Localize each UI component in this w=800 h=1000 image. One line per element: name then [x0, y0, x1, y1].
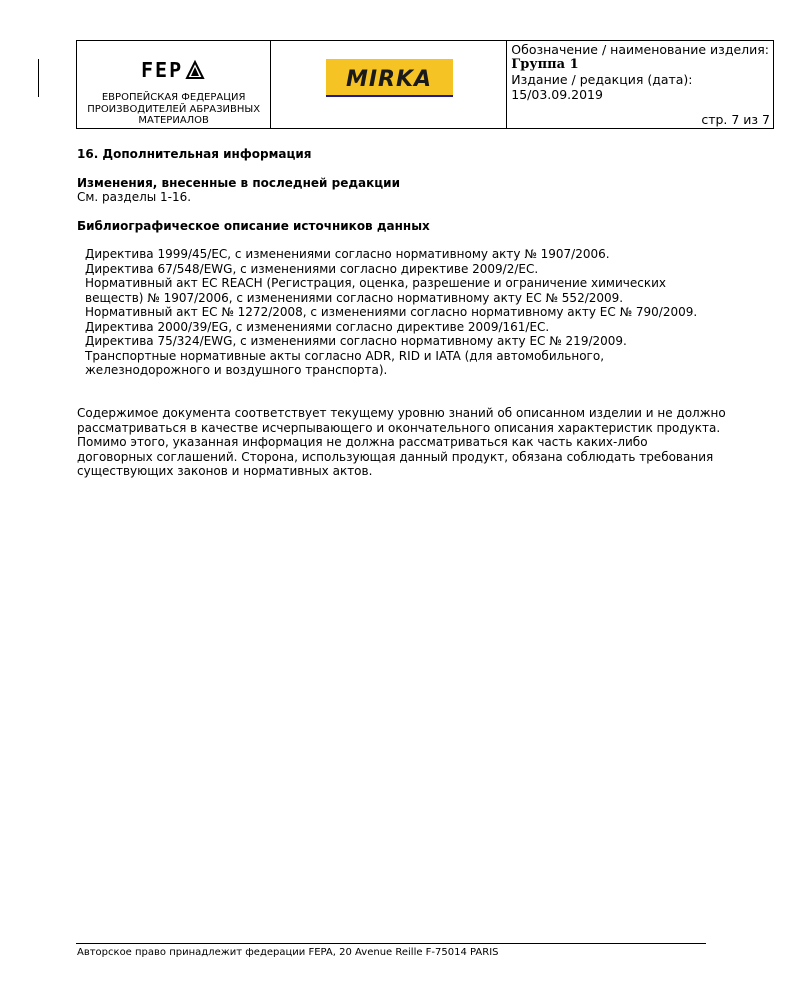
copyright-footer: Авторское право принадлежит федерации FEPA, 20 Avenue Reille F-75014 PARIS — [77, 947, 499, 958]
mirka-cell — [271, 41, 507, 128]
mirka-logo — [326, 59, 453, 97]
product-info-cell — [507, 41, 773, 128]
bibliography-heading: Библиографическое описание источников данных — [77, 219, 430, 233]
fepa-cell — [77, 41, 271, 128]
fepa-caption-line: МАТЕРИАЛОВ — [138, 115, 209, 126]
changes-heading: Изменения, внесенные в последней редакции — [77, 176, 400, 190]
section-title: 16. Дополнительная информация — [77, 147, 312, 161]
disclaimer-line: Помимо этого, указанная информация не должна рассматриваться как часть каких-либо — [77, 435, 648, 449]
margin-change-bar — [38, 59, 39, 97]
bibliography-line: веществ) № 1907/2006, с изменениями согласно нормативному акту EC № 552/2009. — [85, 290, 624, 305]
svg-text:FEP: FEP — [141, 59, 184, 81]
designation-value: Группа 1 — [511, 57, 579, 72]
designation-label: Обозначение / наименование изделия: — [511, 42, 769, 57]
disclaimer-line: существующих законов и нормативных актов. — [77, 464, 373, 478]
document-header — [76, 40, 774, 129]
bibliography-line: Директива 67/548/EWG, с изменениями согласно директиве 2009/2/EC. — [85, 261, 539, 276]
edition-value: 15/03.09.2019 — [511, 87, 603, 102]
bibliography-line: железнодорожного и воздушного транспорта). — [85, 363, 388, 377]
bibliography-line: Директива 1999/45/EC, с изменениями согласно нормативному акту № 1907/2006. — [85, 247, 610, 261]
bibliography-list — [85, 247, 725, 378]
disclaimer-line: рассматриваться в качестве исчерпывающего и окончательного описания характеристик продукта. — [77, 420, 721, 435]
fepa-caption-line: ПРОИЗВОДИТЕЛЕЙ АБРАЗИВНЫХ — [87, 103, 261, 115]
bibliography-line: Директива 2000/39/EG, с изменениями согласно директиве 2009/161/EC. — [85, 319, 550, 334]
fepa-logo — [141, 59, 211, 81]
changes-text: См. разделы 1-16. — [77, 190, 192, 204]
bibliography-line: Директива 75/324/EWG, с изменениями согласно нормативному акту EC № 219/2009. — [85, 334, 627, 348]
edition-label: Издание / редакция (дата): — [511, 72, 693, 87]
footer-divider — [76, 943, 706, 944]
page-number: стр. 7 из 7 — [701, 112, 770, 127]
svg-text:MIRKA: MIRKA — [346, 67, 433, 92]
bibliography-line: Нормативный акт EC № 1272/2008, с изменениями согласно нормативному акту EC № 790/2009. — [85, 305, 698, 319]
bibliography-line: Транспортные нормативные акты согласно ADR, RID и IATA (для автомобильного, — [85, 348, 605, 363]
fepa-caption — [77, 92, 270, 127]
disclaimer-line: Содержимое документа соответствует текущему уровню знаний об описанном изделии и не должно — [77, 406, 726, 420]
disclaimer-line: договорных соглашений. Сторона, использующая данный продукт, обязана соблюдать требования — [77, 449, 714, 464]
fepa-caption-line: ЕВРОПЕЙСКАЯ ФЕДЕРАЦИЯ — [101, 92, 246, 103]
bibliography-line: Нормативный акт EC REACH (Регистрация, оценка, разрешение и ограничение химических — [85, 276, 666, 290]
disclaimer-paragraph — [77, 406, 726, 479]
